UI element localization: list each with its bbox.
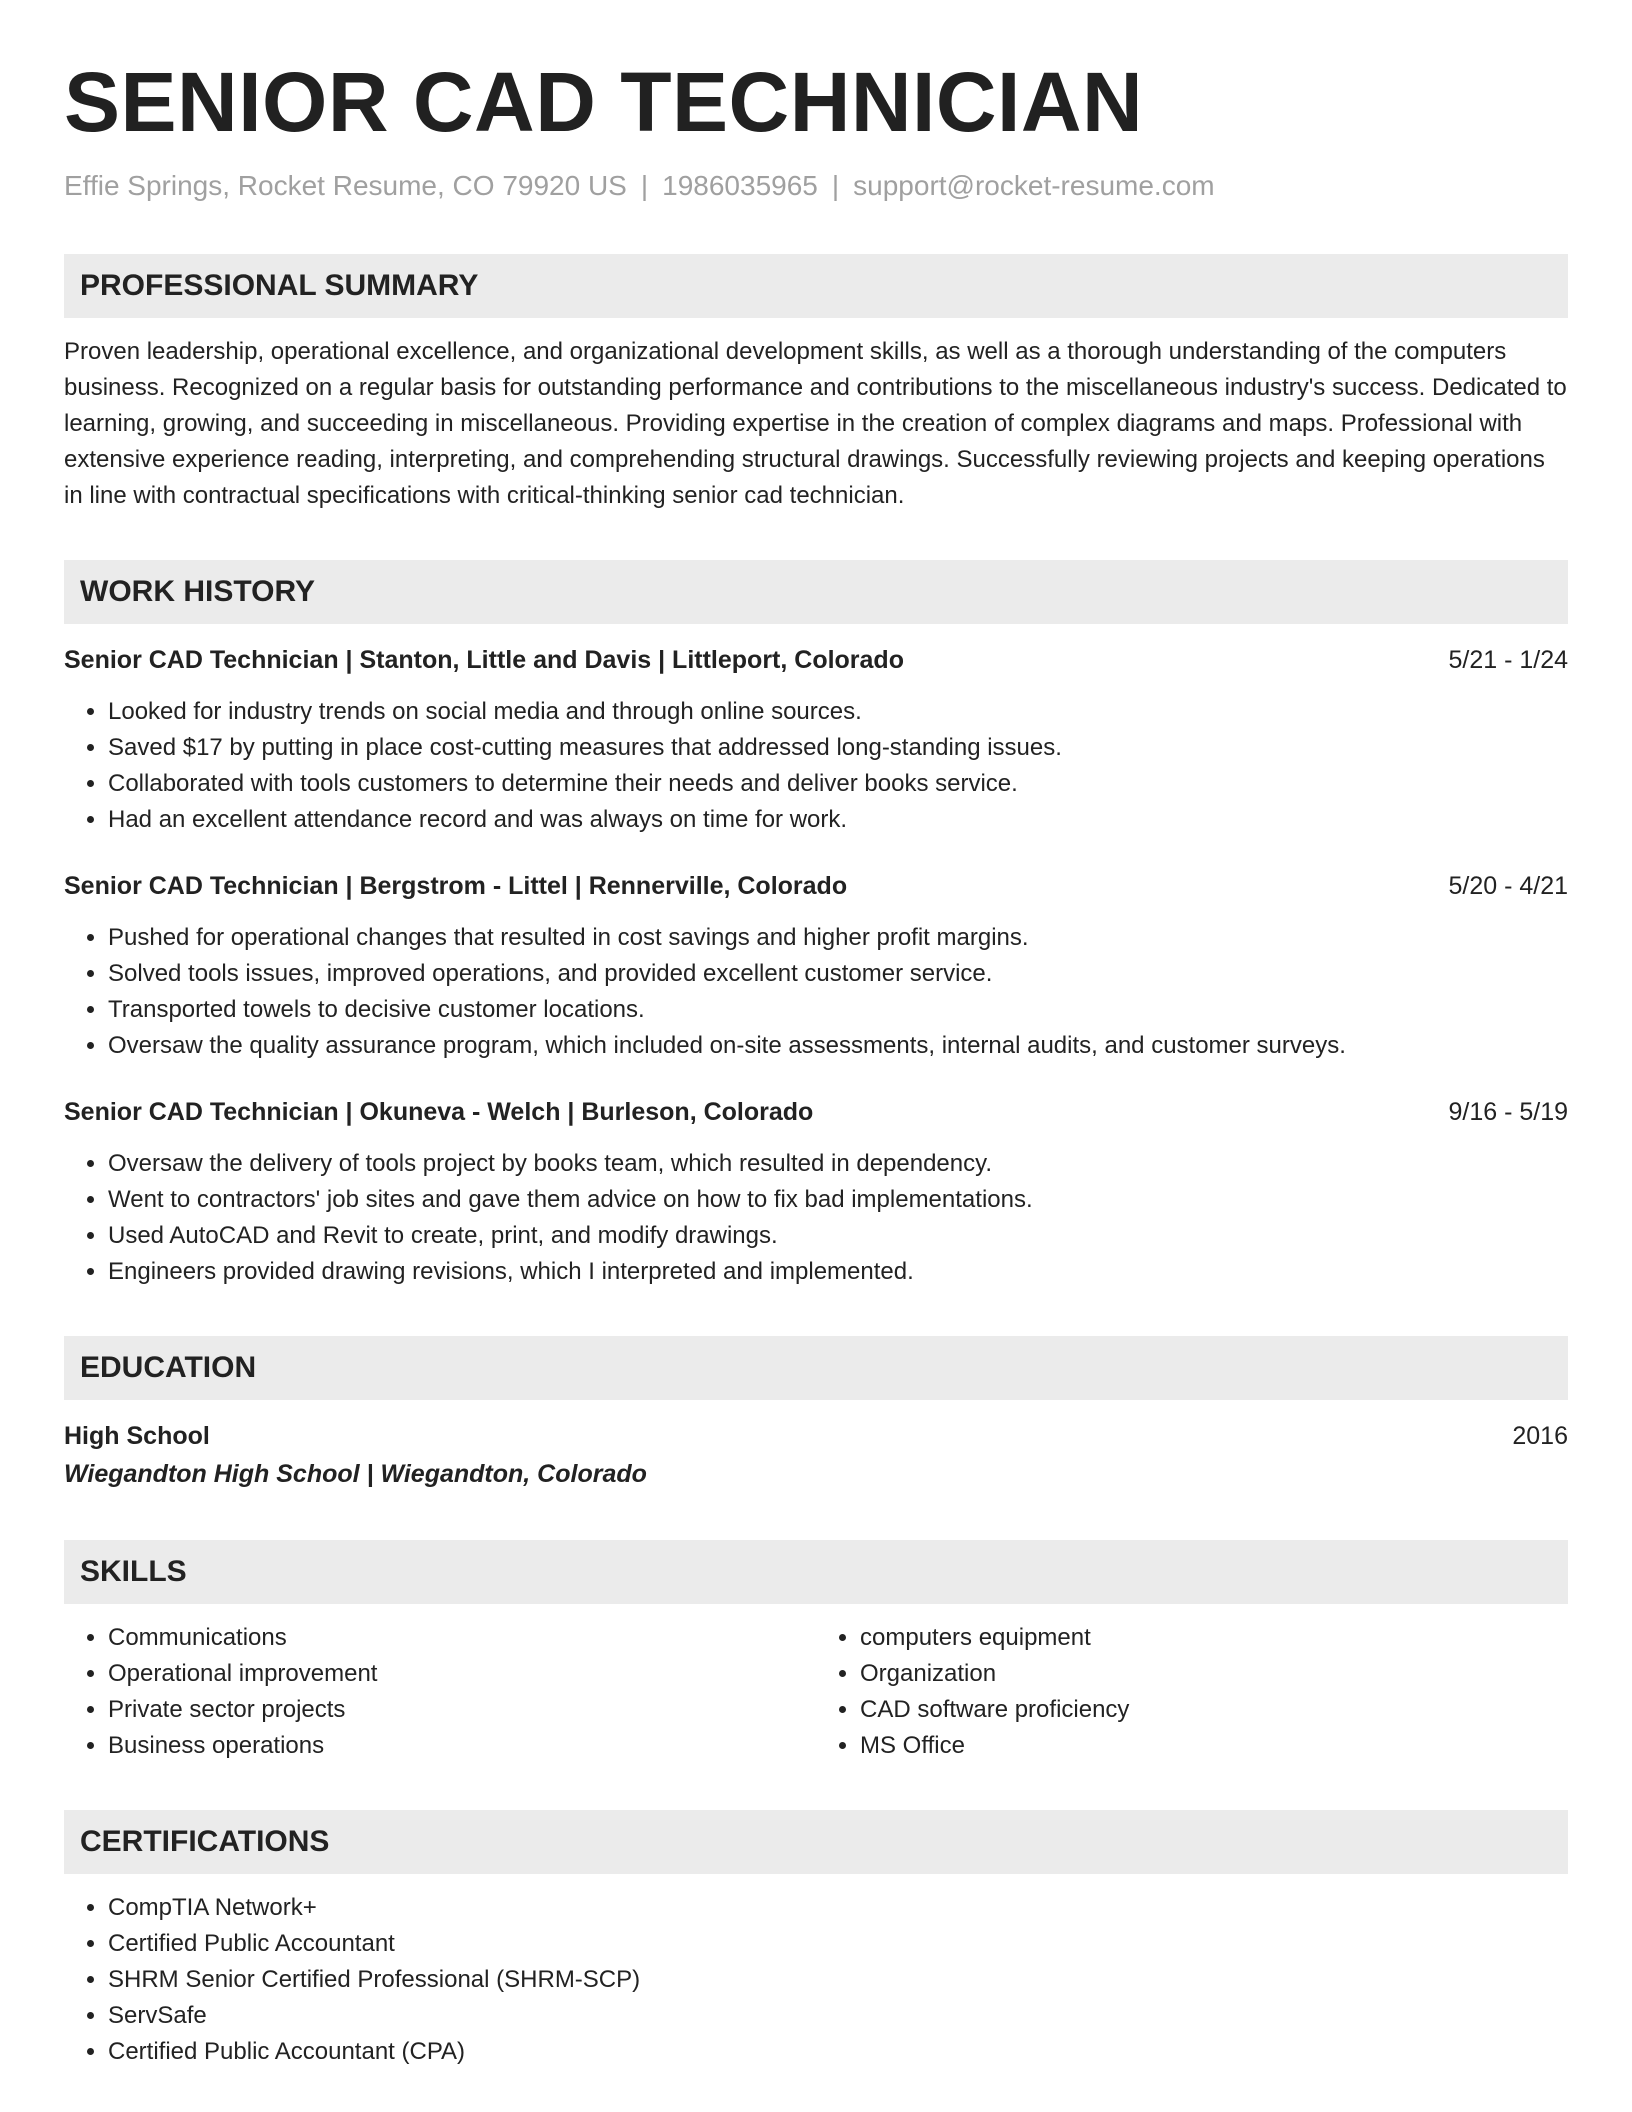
job-bullet: • Transported towels to decisive customer locations.: [108, 992, 1568, 1028]
skill-item: • computers equipment: [860, 1620, 1568, 1656]
job-bullet: • Pushed for operational changes that resulted in cost savings and higher profit margins.: [108, 920, 1568, 956]
skill-item: • Operational improvement: [108, 1656, 816, 1692]
job-entry: [64, 642, 1568, 838]
section-heading-education: EDUCATION: [64, 1336, 1568, 1400]
skill-item: • Communications: [108, 1620, 816, 1656]
contact-address: Effie Springs, Rocket Resume, CO 79920 US: [64, 170, 627, 201]
section-heading-skills: SKILLS: [64, 1540, 1568, 1604]
section-heading-certifications: CERTIFICATIONS: [64, 1810, 1568, 1874]
certifications-list: [64, 1890, 1568, 2070]
skill-item: • Private sector projects: [108, 1692, 816, 1728]
contact-email: support@rocket-resume.com: [853, 170, 1215, 201]
contact-separator: |: [831, 170, 840, 201]
job-title: Senior CAD Technician | Stanton, Little and Davis | Littleport, Colorado: [64, 646, 904, 674]
job-bullet: • Solved tools issues, improved operations, and provided excellent customer service.: [108, 956, 1568, 992]
certification-item: • CompTIA Network+: [108, 1890, 1568, 1926]
skills-column-left: [64, 1620, 816, 1764]
job-title: Senior CAD Technician | Okuneva - Welch | Burleson, Colorado: [64, 1098, 814, 1126]
job-dates: 9/16 - 5/19: [1448, 1098, 1568, 1126]
job-bullet: • Used AutoCAD and Revit to create, print, and modify drawings.: [108, 1218, 1568, 1254]
skills-list: [64, 1620, 1568, 1764]
education-degree: High School: [64, 1422, 210, 1450]
job-dates: 5/21 - 1/24: [1448, 646, 1568, 674]
job-title: Senior CAD Technician | Bergstrom - Littel | Rennerville, Colorado: [64, 872, 848, 900]
contact-phone: 1986035965: [662, 170, 818, 201]
job-bullet: • Had an excellent attendance record and was always on time for work.: [108, 802, 1568, 838]
skill-item: • Business operations: [108, 1728, 816, 1764]
certification-item: • Certified Public Accountant (CPA): [108, 2034, 1568, 2070]
contact-line: [64, 168, 1568, 204]
job-bullet: • Oversaw the quality assurance program, which included on-site assessments, internal audits, and customer surveys.: [108, 1028, 1568, 1064]
job-bullets: [64, 694, 1568, 838]
job-bullets: [64, 1146, 1568, 1290]
skills-column-right: [816, 1620, 1568, 1764]
job-dates: 5/20 - 4/21: [1448, 872, 1568, 900]
job-entry: [64, 1094, 1568, 1290]
job-entry: [64, 868, 1568, 1064]
education-year: 2016: [1512, 1422, 1568, 1450]
job-bullet: • Went to contractors' job sites and gave them advice on how to fix bad implementations.: [108, 1182, 1568, 1218]
certification-item: • ServSafe: [108, 1998, 1568, 2034]
resume-name: SENIOR CAD TECHNICIAN: [64, 55, 1144, 149]
job-bullet: • Looked for industry trends on social media and through online sources.: [108, 694, 1568, 730]
skill-item: • MS Office: [860, 1728, 1568, 1764]
skill-item: • CAD software proficiency: [860, 1692, 1568, 1728]
job-bullet: • Engineers provided drawing revisions, which I interpreted and implemented.: [108, 1254, 1568, 1290]
certification-item: • SHRM Senior Certified Professional (SHRM-SCP): [108, 1962, 1568, 1998]
skill-item: • Organization: [860, 1656, 1568, 1692]
job-bullet: • Collaborated with tools customers to determine their needs and deliver books service.: [108, 766, 1568, 802]
section-heading-summary: PROFESSIONAL SUMMARY: [64, 254, 1568, 318]
education-entry: [64, 1418, 1568, 1494]
summary-text: Proven leadership, operational excellence, and organizational development skills, as well as a thorough understanding of the computers business. Recognized on a regular basis for outstanding performance and contributions to the miscellaneous industry's success. Dedicated to learning, growing, and succeeding in miscellaneous. Providing expertise in the creation of complex diagrams and maps. Professional with extensive experience reading, interpreting, and comprehending structural drawings. Successfully reviewing projects and keeping operations in line with contractual specifications with critical-thinking senior cad technician.: [64, 338, 1567, 509]
education-school: Wiegandton High School | Wiegandton, Colorado: [64, 1460, 647, 1488]
job-bullets: [64, 920, 1568, 1064]
job-bullet: • Oversaw the delivery of tools project by books team, which resulted in dependency.: [108, 1146, 1568, 1182]
job-bullet: • Saved $17 by putting in place cost-cutting measures that addressed long-standing issues.: [108, 730, 1568, 766]
certification-item: • Certified Public Accountant: [108, 1926, 1568, 1962]
section-heading-work-history: WORK HISTORY: [64, 560, 1568, 624]
contact-separator: |: [640, 170, 649, 201]
